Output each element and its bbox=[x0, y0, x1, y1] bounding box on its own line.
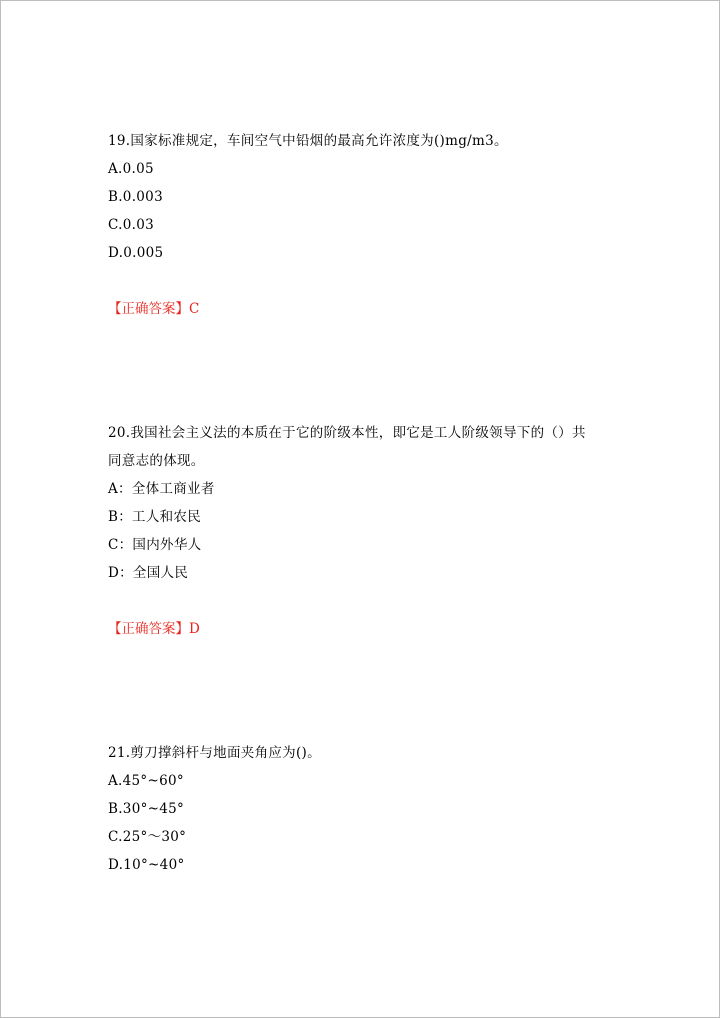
answer-value: D bbox=[189, 621, 200, 637]
question-21-option-b: B.30°~45° bbox=[108, 801, 185, 817]
question-21-text: 21.剪刀撑斜杆与地面夹角应为()。 bbox=[108, 745, 321, 761]
question-20-text-line-1: 20.我国社会主义法的本质在于它的阶级本性，即它是工人阶级领导下的（）共 bbox=[108, 425, 586, 441]
question-19-text: 19.国家标准规定，车间空气中铅烟的最高允许浓度为()mg/m3。 bbox=[108, 133, 508, 149]
question-20-option-d: D：全国人民 bbox=[108, 565, 189, 581]
question-21-option-d: D.10°~40° bbox=[108, 857, 185, 873]
question-19-option-b: B.0.003 bbox=[108, 189, 163, 205]
question-19-answer bbox=[108, 300, 199, 318]
question-21-option-c: C.25°～30° bbox=[108, 829, 187, 845]
answer-value: C bbox=[189, 301, 200, 317]
answer-label: 【正确答案】 bbox=[108, 301, 189, 317]
question-19-option-d: D.0.005 bbox=[108, 245, 164, 261]
answer-label: 【正确答案】 bbox=[108, 621, 189, 637]
question-21-option-a: A.45°~60° bbox=[108, 773, 184, 789]
question-20-option-a: A：全体工商业者 bbox=[108, 481, 215, 497]
question-20-answer bbox=[108, 620, 200, 638]
question-19-option-c: C.0.03 bbox=[108, 217, 154, 233]
question-19-option-a: A.0.05 bbox=[108, 161, 154, 177]
question-20-option-c: C：国内外华人 bbox=[108, 537, 202, 553]
question-20-text-line-2: 同意志的体现。 bbox=[108, 453, 205, 469]
question-20-option-b: B：工人和农民 bbox=[108, 509, 202, 525]
